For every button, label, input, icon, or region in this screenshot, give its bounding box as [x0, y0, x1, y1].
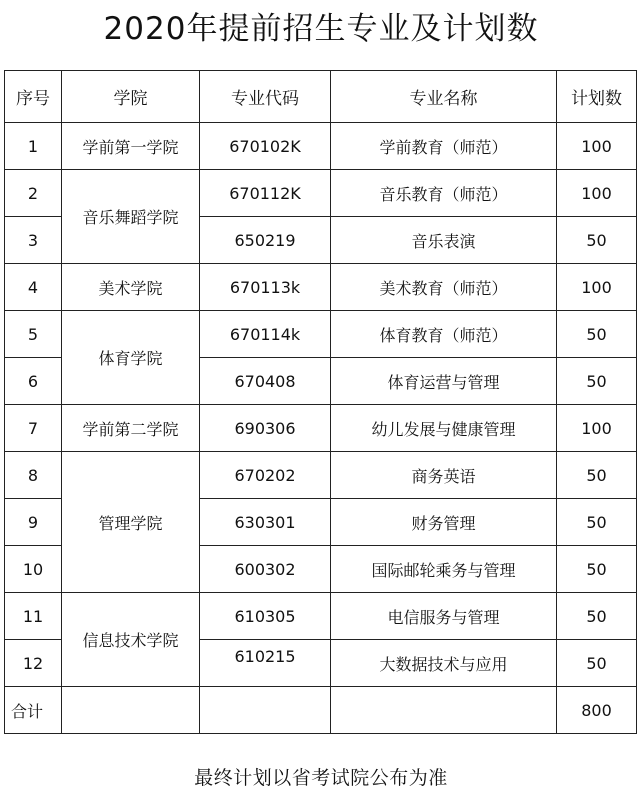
footer-note: 最终计划以省考试院公布为准 [194, 767, 448, 789]
major-cell: 国际邮轮乘务与管理 [331, 546, 557, 593]
plan-cell: 100 [557, 264, 637, 311]
seq-cell: 10 [5, 546, 62, 593]
code-cell: 650219 [200, 217, 331, 264]
seq-cell: 4 [5, 264, 62, 311]
enrollment-plan-table [4, 70, 637, 734]
code-cell: 600302 [200, 546, 331, 593]
plan-cell: 50 [557, 452, 637, 499]
seq-cell: 12 [5, 640, 62, 687]
plan-cell: 50 [557, 546, 637, 593]
empty-cell [331, 687, 557, 734]
college-cell: 学前第二学院 [62, 405, 200, 452]
plan-cell: 50 [557, 593, 637, 640]
total-label: 合计 [5, 687, 62, 734]
plan-cell: 100 [557, 123, 637, 170]
major-cell: 音乐教育（师范） [331, 170, 557, 217]
total-row [5, 687, 637, 734]
major-cell: 财务管理 [331, 499, 557, 546]
header-seq: 序号 [5, 71, 62, 123]
plan-cell: 50 [557, 640, 637, 687]
code-text: 610215 [234, 646, 296, 666]
code-cell: 670102K [200, 123, 331, 170]
code-cell: 630301 [200, 499, 331, 546]
college-cell: 美术学院 [62, 264, 200, 311]
plan-cell: 50 [557, 358, 637, 405]
code-cell: 670114k [200, 311, 331, 358]
major-cell: 体育教育（师范） [331, 311, 557, 358]
major-cell: 幼儿发展与健康管理 [331, 405, 557, 452]
code-cell: 670408 [200, 358, 331, 405]
major-cell: 美术教育（师范） [331, 264, 557, 311]
code-cell: 690306 [200, 405, 331, 452]
major-cell: 音乐表演 [331, 217, 557, 264]
seq-cell: 7 [5, 405, 62, 452]
major-cell: 商务英语 [331, 452, 557, 499]
plan-cell: 50 [557, 311, 637, 358]
empty-cell [62, 687, 200, 734]
seq-cell: 2 [5, 170, 62, 217]
table-row [5, 170, 637, 217]
table-row [5, 123, 637, 170]
plan-cell: 50 [557, 499, 637, 546]
seq-cell: 8 [5, 452, 62, 499]
college-cell: 音乐舞蹈学院 [62, 170, 200, 264]
major-cell: 学前教育（师范） [331, 123, 557, 170]
code-cell: 670112K [200, 170, 331, 217]
plan-cell: 100 [557, 170, 637, 217]
major-cell: 电信服务与管理 [331, 593, 557, 640]
table-row [5, 311, 637, 358]
empty-cell [200, 687, 331, 734]
college-cell: 学前第一学院 [62, 123, 200, 170]
total-plan: 800 [557, 687, 637, 734]
header-college: 学院 [62, 71, 200, 123]
college-cell: 体育学院 [62, 311, 200, 405]
code-cell [200, 640, 331, 687]
code-cell: 670202 [200, 452, 331, 499]
table-row [5, 405, 637, 452]
plan-cell: 50 [557, 217, 637, 264]
header-code: 专业代码 [200, 71, 331, 123]
seq-cell: 11 [5, 593, 62, 640]
table-header-row [5, 71, 637, 123]
code-cell: 610305 [200, 593, 331, 640]
seq-cell: 1 [5, 123, 62, 170]
major-cell: 大数据技术与应用 [331, 640, 557, 687]
header-plan: 计划数 [557, 71, 637, 123]
code-cell: 670113k [200, 264, 331, 311]
seq-cell: 9 [5, 499, 62, 546]
plan-cell: 100 [557, 405, 637, 452]
page-title: 2020年提前招生专业及计划数 [103, 11, 539, 47]
college-cell: 信息技术学院 [62, 593, 200, 687]
table-row [5, 593, 637, 640]
header-major: 专业名称 [331, 71, 557, 123]
college-cell: 管理学院 [62, 452, 200, 593]
table-row [5, 452, 637, 499]
seq-cell: 6 [5, 358, 62, 405]
seq-cell: 5 [5, 311, 62, 358]
major-cell: 体育运营与管理 [331, 358, 557, 405]
seq-cell: 3 [5, 217, 62, 264]
table-row [5, 264, 637, 311]
